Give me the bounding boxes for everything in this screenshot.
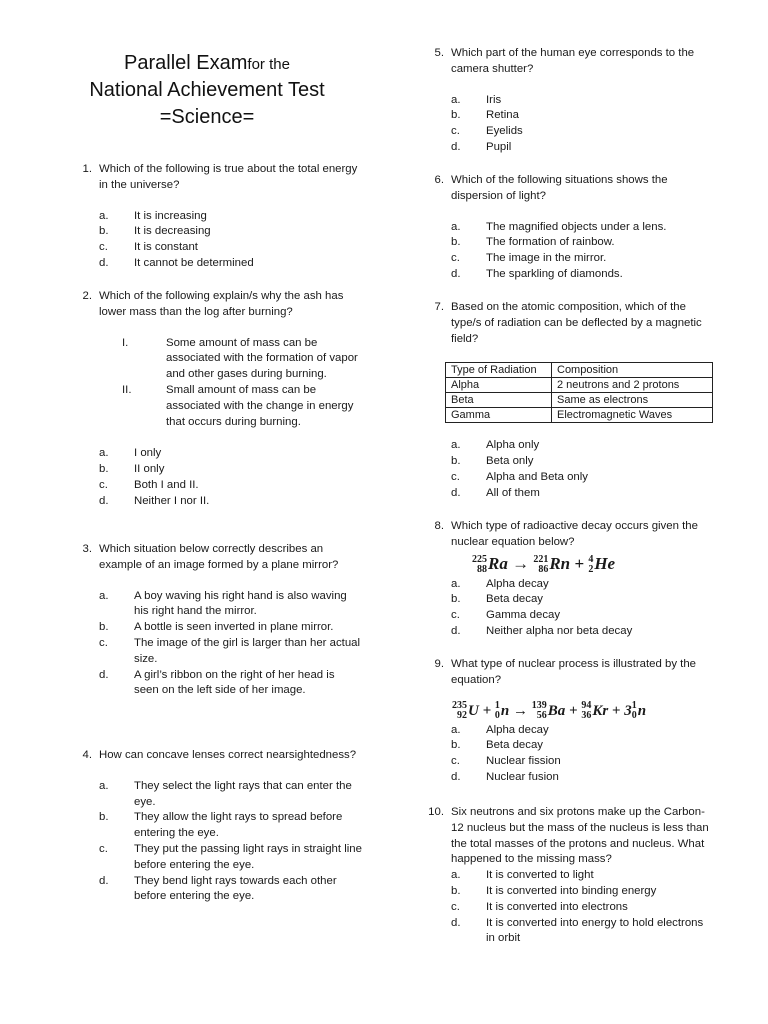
question-3 (62, 542, 362, 699)
question-5 (414, 46, 714, 156)
option: c. It is constant (99, 241, 198, 254)
option: c. Both I and II. (99, 478, 199, 491)
question-10 (414, 805, 714, 947)
title-suffix: for the (247, 56, 290, 73)
option: a. Iris (451, 93, 502, 106)
option: a. They select the light rays that can enter the eye. (99, 779, 352, 808)
question-number: 3. (82, 543, 92, 555)
title-subtitle: National Achievement Test (89, 79, 325, 101)
option: b. They allow the light rays to spread before entering the eye. (99, 811, 343, 840)
option: b. A bottle is seen inverted in plane mirror. (99, 621, 334, 634)
option: b. Beta decay (451, 593, 543, 606)
option: b. Retina (451, 109, 519, 122)
option: a. Alpha only (451, 439, 540, 452)
options-list (99, 779, 362, 905)
option: a. Alpha decay (451, 577, 549, 590)
question-text: Which of the following is true about the total energy in the universe? (99, 163, 358, 191)
question-text: Which of the following explain/s why the ash has lower mass than the log after burning? (99, 290, 344, 318)
option: d. Pupil (451, 140, 512, 153)
options-list (451, 868, 714, 947)
question-text: Which type of radioactive decay occurs given the nuclear equation below? (451, 520, 698, 548)
question-4 (62, 748, 362, 905)
option: a. It is increasing (99, 209, 207, 222)
question-6 (414, 173, 714, 283)
title-main: Parallel Exam (124, 52, 248, 74)
option: c. They put the passing light rays in straight line before entering the eye. (99, 842, 362, 871)
question-number: 2. (82, 290, 92, 302)
question-text: What type of nuclear process is illustrated by the equation? (451, 658, 697, 686)
option: d. They bend light rays towards each other before entering the eye. (99, 874, 337, 903)
option: a. I only (99, 447, 162, 460)
statement: II. Small amount of mass can be associated with the change in energy that occurs during burning. (122, 383, 354, 428)
nuclear-equation: 225 88 Ra → 221 86 Rn + 4 2 He (472, 553, 616, 575)
option: b. The formation of rainbow. (451, 236, 615, 249)
table-row: Alpha 2 neutrons and 2 protons (446, 378, 713, 393)
option: c. Eyelids (451, 125, 523, 138)
nuclear-equation: 235 92 U + 1 0 n → 139 56 Ba + 94 36 Kr + 3 1 0 n (452, 700, 647, 722)
question-9 (414, 657, 714, 786)
options-list (99, 589, 362, 700)
table-row: Gamma Electromagnetic Waves (446, 408, 713, 423)
question-number: 4. (82, 749, 92, 761)
question-text: Six neutrons and six protons make up the Carbon-12 nucleus but the mass of the nucleus is less than the total masses of the protons and nucleus. What happened to the missing mass? (451, 806, 709, 866)
question-text: How can concave lenses correct nearsightedness? (99, 749, 357, 761)
option: d. Neither I nor II. (99, 494, 210, 507)
statements-list (122, 336, 362, 431)
option: d. All of them (451, 486, 540, 499)
question-2 (62, 289, 362, 510)
title-subject: =Science= (159, 106, 255, 128)
option: c. Alpha and Beta only (451, 470, 588, 483)
option: c. Nuclear fission (451, 755, 561, 768)
options-list (99, 446, 362, 509)
question-text: Which of the following situations shows the dispersion of light? (451, 174, 668, 202)
exam-title (62, 50, 352, 131)
option: d. It is converted into energy to hold electrons in orbit (451, 916, 704, 945)
option: d. Neither alpha nor beta decay (451, 624, 633, 637)
option: d. The sparkling of diamonds. (451, 267, 623, 280)
option: b. Beta decay (451, 739, 543, 752)
statement: I. Some amount of mass can be associated with the formation of vapor and other gases during burning. (122, 336, 358, 381)
options-list (451, 93, 714, 156)
question-text: Which part of the human eye corresponds to the camera shutter? (451, 47, 695, 75)
option: c. The image of the girl is larger than her actual size. (99, 636, 361, 665)
option: a. It is converted to light (451, 869, 594, 882)
options-list (451, 577, 714, 640)
options-list (451, 723, 714, 786)
option: c. The image in the mirror. (451, 252, 607, 265)
question-number: 8. (434, 520, 444, 532)
option: b. Beta only (451, 455, 534, 468)
option: b. It is converted into binding energy (451, 884, 657, 897)
options-list (451, 220, 714, 283)
option: a. Alpha decay (451, 723, 549, 736)
question-number: 10. (428, 806, 444, 818)
table-row: Beta Same as electrons (446, 393, 713, 408)
option: d. Nuclear fusion (451, 770, 559, 783)
option: a. A boy waving his right hand is also waving his right hand the mirror. (99, 589, 347, 618)
question-1 (62, 162, 362, 272)
option: a. The magnified objects under a lens. (451, 220, 667, 233)
option: b. It is decreasing (99, 225, 211, 238)
options-list (99, 209, 362, 272)
option: d. A girl’s ribbon on the right of her head is seen on the left side of her image. (99, 668, 335, 697)
question-text: Which situation below correctly describes an example of an image formed by a plane mirror? (99, 543, 339, 571)
question-number: 5. (434, 47, 444, 59)
option: c. It is converted into electrons (451, 900, 628, 913)
radiation-table (445, 362, 713, 423)
question-7 (414, 300, 714, 502)
question-text: Based on the atomic composition, which of the type/s of radiation can be deflected by a magnetic field? (451, 301, 702, 345)
question-number: 7. (434, 301, 444, 313)
options-list (451, 438, 714, 501)
option: d. It cannot be determined (99, 256, 254, 269)
question-number: 1. (82, 163, 92, 175)
question-number: 9. (434, 658, 444, 670)
table-header-row: Type of Radiation Composition (446, 363, 713, 378)
question-number: 6. (434, 174, 444, 186)
option: b. II only (99, 463, 165, 476)
option: c. Gamma decay (451, 609, 561, 622)
question-8 (414, 519, 714, 640)
